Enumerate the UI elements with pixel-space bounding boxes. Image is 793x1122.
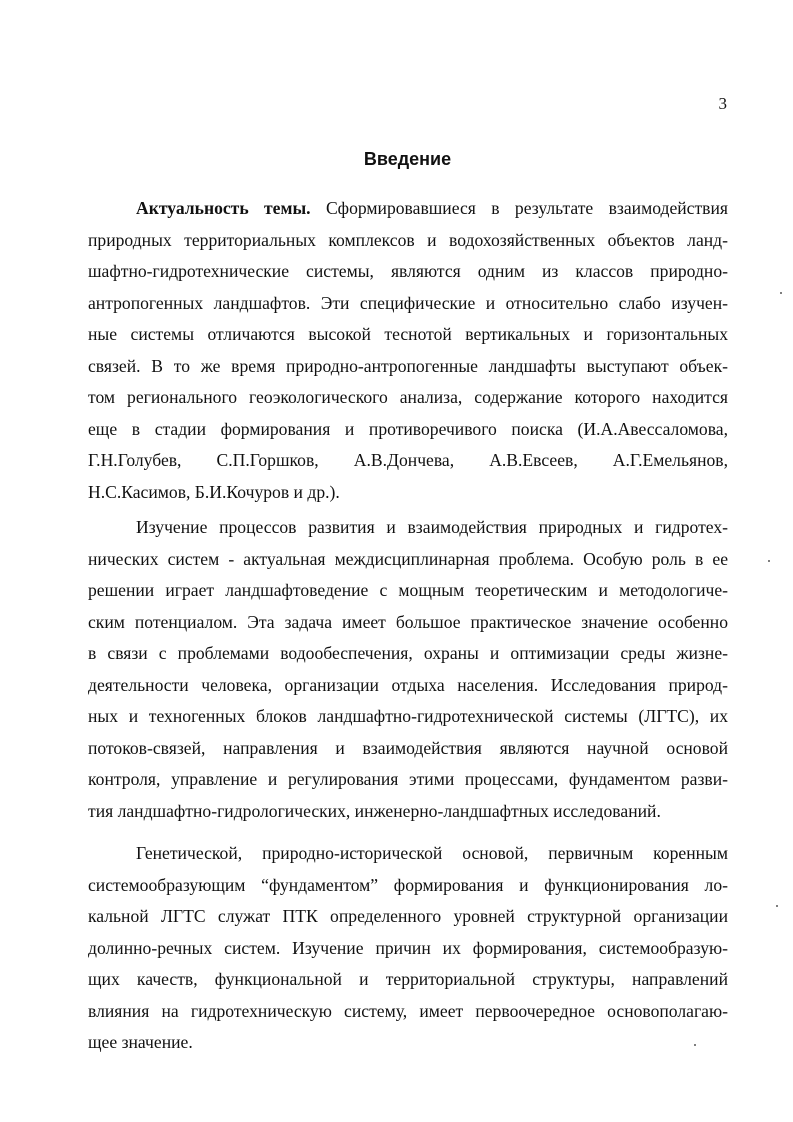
scan-speck [776, 905, 778, 907]
text-line: системообразующим “фундаментом” формирования и функционирования ло- [88, 874, 728, 895]
text-line: Н.С.Касимов, Б.И.Кочуров и др.). [88, 481, 340, 502]
text-line: деятельности человека, организации отдыха населения. Исследования природ- [88, 674, 728, 695]
text-line: Актуальность темы. Сформировавшиеся в результате взаимодействия [136, 198, 728, 218]
page-title: Введение [363, 149, 452, 169]
text-line: контроля, управление и регулирования этими процессами, фундаментом разви- [88, 769, 728, 789]
scan-speck [768, 560, 770, 562]
text-line: ных и техногенных блоков ландшафтно-гидротехнической системы (ЛГТС), их [88, 706, 728, 726]
text-line: в связи с проблемами водообеспечения, охраны и оптимизации среды жизне- [88, 643, 728, 663]
text-line: Г.Н.Голубев, С.П.Горшков, А.В.Дончева, А.В.Евсеев, А.Г.Емельянов, [88, 450, 728, 470]
text-line: Генетической, природно-исторической основой, первичным коренным [136, 843, 728, 863]
text-line: еще в стадии формирования и противоречивого поиска (И.А.Авессаломова, [88, 418, 728, 439]
text-line: нических систем - актуальная междисциплинарная проблема. Особую роль в ее [88, 548, 728, 569]
text-line: том регионального геоэкологического анализа, содержание которого находится [88, 387, 728, 407]
text-line: Изучение процессов развития и взаимодействия природных и гидротех- [136, 517, 728, 537]
text-line: долинно-речных систем. Изучение причин их формирования, системообразую- [88, 937, 728, 958]
text-line: щее значение. [88, 1032, 193, 1052]
paragraph-study [88, 512, 728, 827]
scan-speck [780, 292, 782, 294]
scan-speck [694, 1044, 696, 1046]
text-line: ные системы отличаются высокой теснотой вертикальных и горизонтальных [88, 324, 728, 344]
page-number: 3 [718, 94, 727, 113]
text-line: связей. В то же время природно-антропогенные ландшафты выступают объек- [88, 355, 728, 376]
text-line: природных территориальных комплексов и водохозяйственных объектов ланд- [88, 229, 728, 250]
text-line: потоков-связей, направления и взаимодействия являются научной основой [88, 737, 728, 758]
text-line: решении играет ландшафтоведение с мощным теоретическим и методологиче- [88, 580, 728, 600]
paragraph-lead: Актуальность темы. [136, 198, 311, 218]
text-line: влияния на гидротехническую систему, имеет первоочередное основополагаю- [88, 1000, 728, 1021]
paragraph-relevance [88, 193, 728, 508]
text-line: кальной ЛГТС служат ПТК определенного уровней структурной организации [88, 906, 728, 926]
paragraph-genetic [88, 838, 728, 1059]
text-line: тия ландшафтно-гидрологических, инженерно-ландшафтных исследований. [88, 800, 661, 821]
text-line: щих качеств, функциональной и территориальной структуры, направлений [88, 969, 728, 989]
text-line: шафтно-гидротехнические системы, являются одним из классов природно- [88, 261, 728, 281]
text-line: ским потенциалом. Эта задача имеет большое практическое значение особенно [88, 611, 728, 632]
text-line: антропогенных ландшафтов. Эти специфические и относительно слабо изучен- [88, 292, 728, 313]
